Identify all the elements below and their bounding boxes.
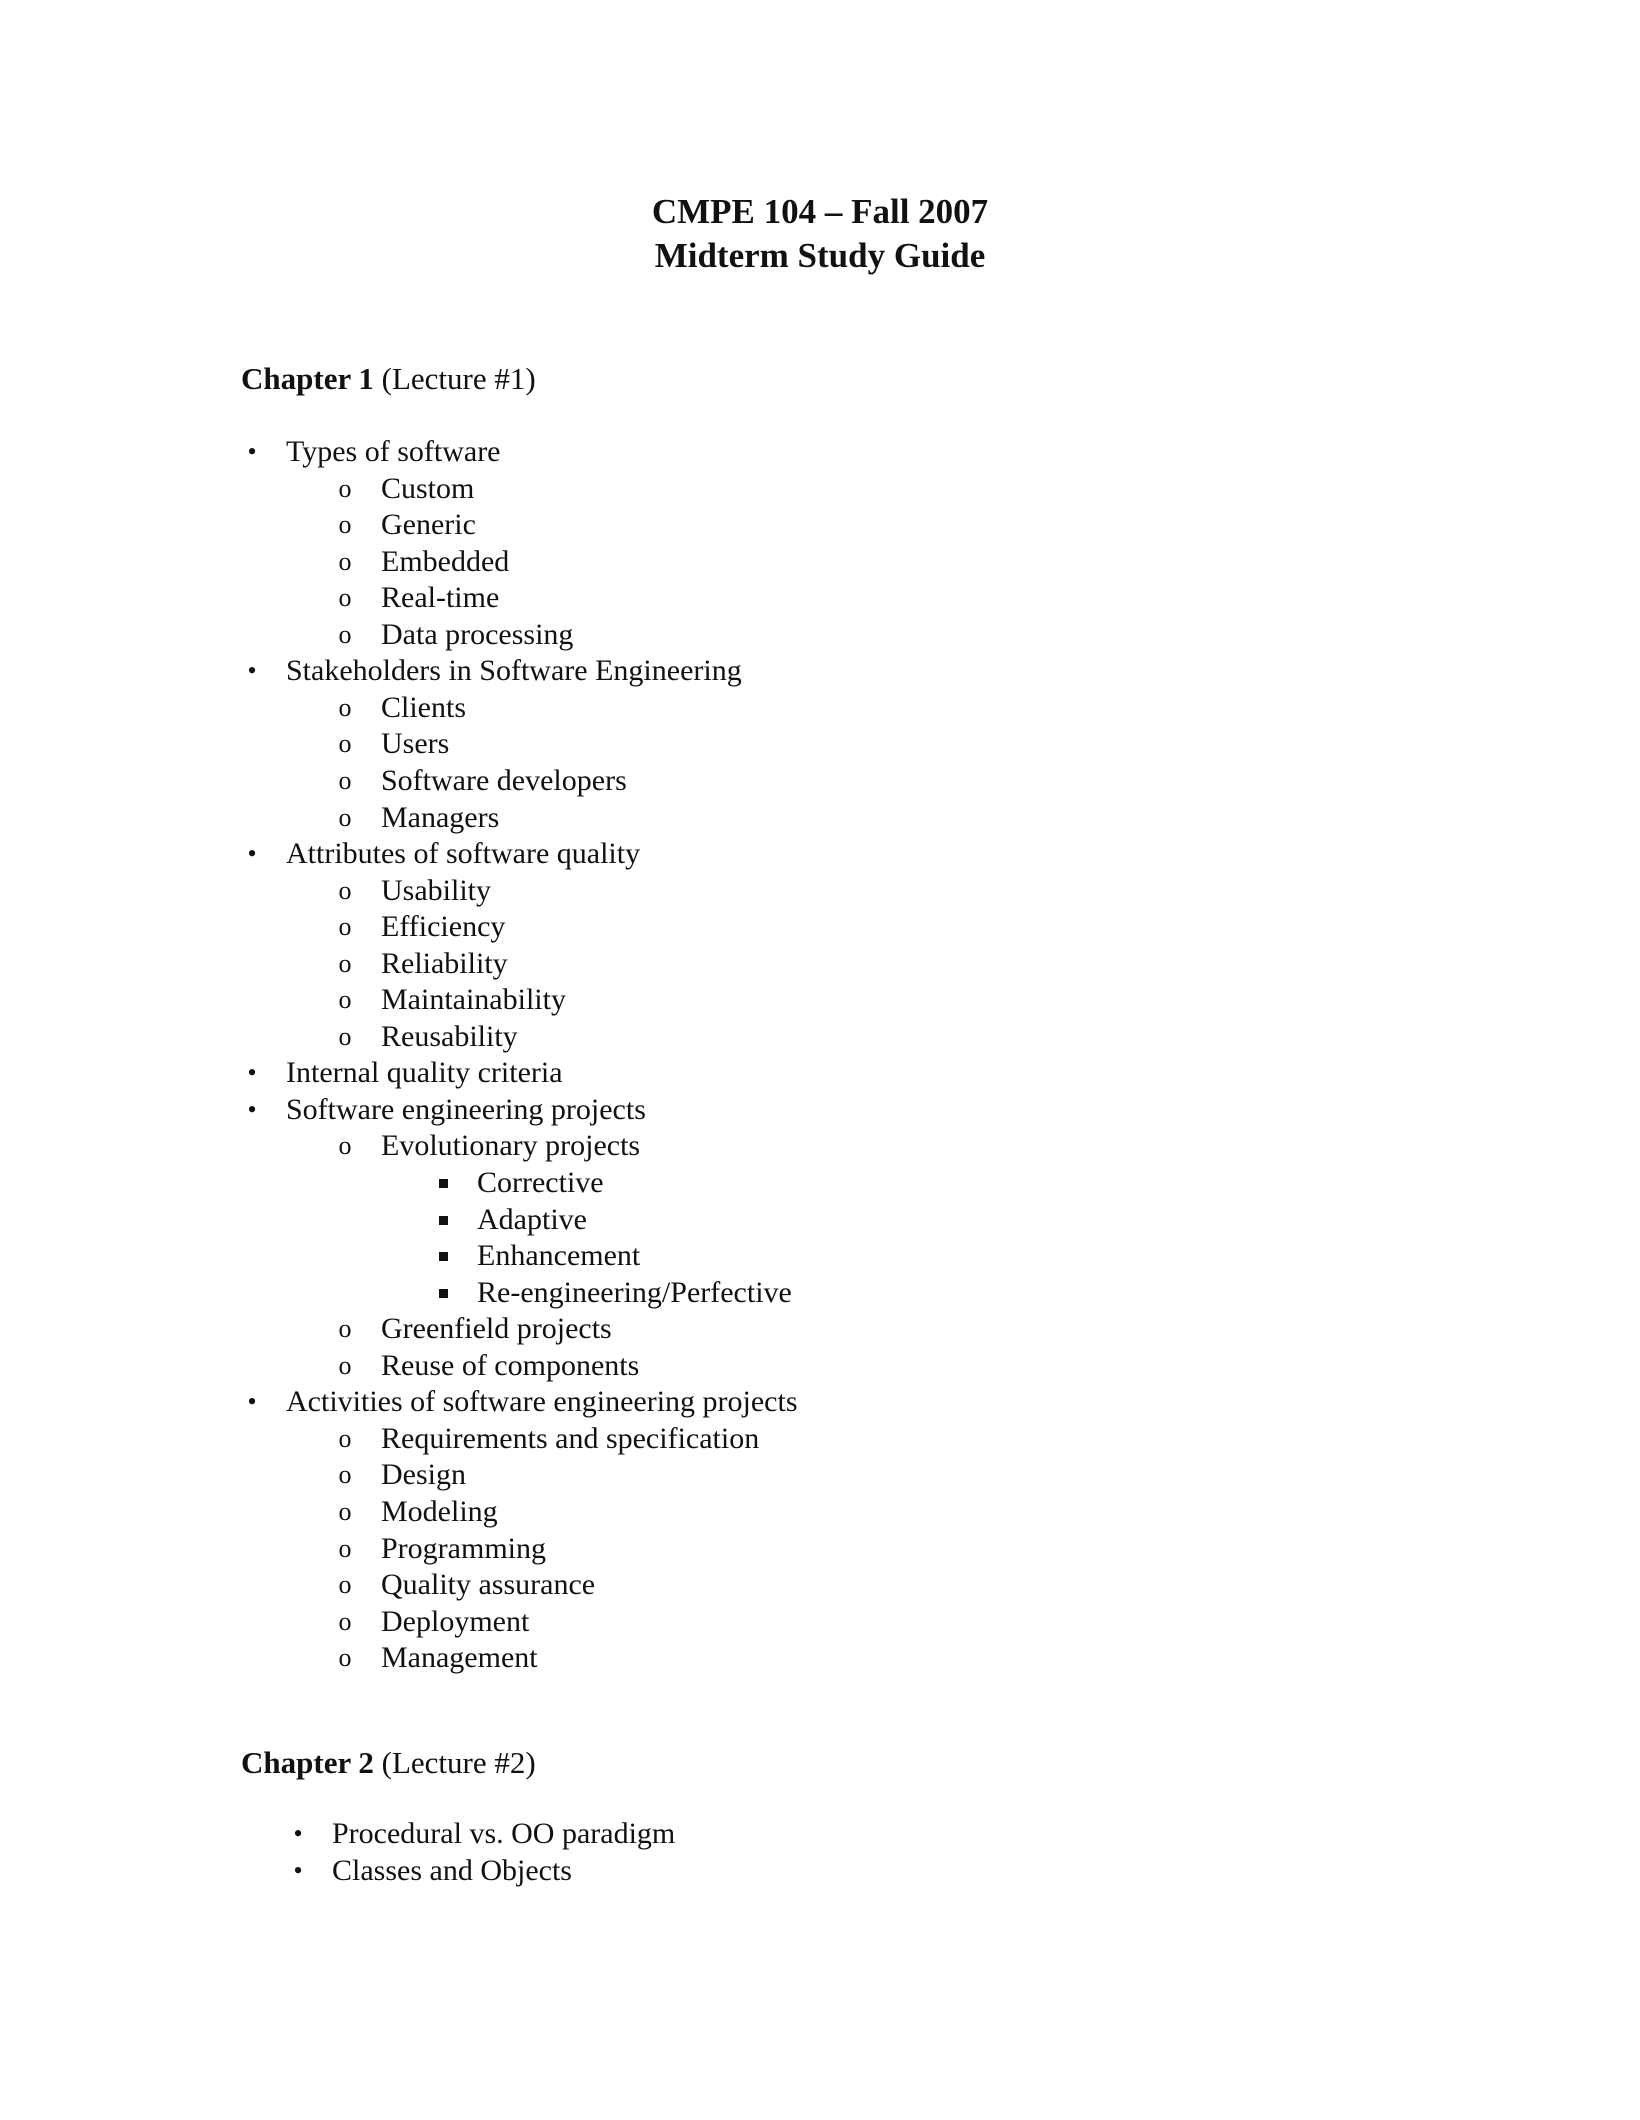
outline-item-level2: [338, 1457, 466, 1493]
hollow-bullet-icon: o: [338, 1022, 352, 1051]
outline-item-text: Types of software: [286, 435, 501, 468]
outline-item-text: Embedded: [381, 545, 510, 578]
outline-item-text: Evolutionary projects: [381, 1129, 641, 1162]
outline-item-text: Classes and Objects: [332, 1854, 572, 1887]
outline-item-level2: [338, 763, 627, 799]
chapter1-heading: [241, 360, 536, 398]
hollow-bullet-icon: o: [338, 1351, 352, 1380]
outline-item-text: Enhancement: [477, 1239, 641, 1272]
outline-item-level2: [338, 580, 500, 616]
bullet-icon: •: [293, 1819, 303, 1848]
bullet-icon: •: [247, 1058, 257, 1087]
hollow-bullet-icon: o: [338, 693, 352, 722]
outline-item-text: Programming: [381, 1532, 546, 1565]
outline-item-text: Modeling: [381, 1495, 498, 1528]
outline-item-level1: [247, 1092, 646, 1128]
hollow-bullet-icon: o: [338, 766, 352, 795]
square-bullet-shape: [439, 1179, 448, 1188]
hollow-bullet-icon: o: [338, 912, 352, 941]
chapter2-heading: [241, 1744, 536, 1782]
outline-item-level2: [338, 471, 475, 507]
hollow-bullet-icon: o: [338, 1460, 352, 1489]
outline-item-level2: [338, 1567, 596, 1603]
outline-item-text: Management: [381, 1641, 538, 1674]
outline-item-level2: [338, 982, 566, 1018]
outline-item-text: Reliability: [381, 947, 508, 980]
outline-item-level2: [338, 507, 476, 543]
outline-item-level2: [338, 946, 508, 982]
hollow-bullet-icon: o: [338, 949, 352, 978]
outline-item-text: Re-engineering/Perfective: [477, 1276, 792, 1309]
hollow-bullet-icon: o: [338, 1497, 352, 1526]
outline-item-text: Quality assurance: [381, 1568, 596, 1601]
outline-item-level2: [338, 873, 491, 909]
hollow-bullet-icon: o: [338, 474, 352, 503]
outline-item-level3: [477, 1165, 604, 1201]
hollow-bullet-icon: o: [338, 1314, 352, 1343]
hollow-bullet-icon: o: [338, 1607, 352, 1636]
outline-item-text: Design: [381, 1458, 466, 1491]
outline-item-level3: [477, 1275, 792, 1311]
outline-item-text: Procedural vs. OO paradigm: [332, 1817, 676, 1850]
outline-item-level2: [338, 909, 506, 945]
outline-item-text: Corrective: [477, 1166, 604, 1199]
hollow-bullet-icon: o: [338, 583, 352, 612]
outline-item-text: Data processing: [381, 618, 574, 651]
hollow-bullet-icon: o: [338, 876, 352, 905]
chapter1-lecture: (Lecture #1): [381, 361, 536, 396]
hollow-bullet-icon: o: [338, 1570, 352, 1599]
outline-item-level1: [247, 1055, 563, 1091]
outline-item-text: Managers: [381, 801, 500, 834]
hollow-bullet-icon: o: [338, 1131, 352, 1160]
outline-item-level2: [338, 1531, 546, 1567]
bullet-icon: •: [247, 437, 257, 466]
outline-item-level2: [338, 1494, 498, 1530]
bullet-icon: •: [247, 656, 257, 685]
hollow-bullet-icon: o: [338, 985, 352, 1014]
hollow-bullet-icon: o: [338, 1643, 352, 1672]
outline-item-level2: [338, 1640, 538, 1676]
square-bullet-shape: [439, 1252, 448, 1261]
outline-item-level2: [338, 1604, 530, 1640]
square-bullet-shape: [439, 1289, 448, 1298]
outline-item-level1: [247, 1384, 798, 1420]
outline-item-text: Internal quality criteria: [286, 1056, 563, 1089]
hollow-bullet-icon: o: [338, 547, 352, 576]
outline-item-level2: [338, 1421, 760, 1457]
bullet-icon: •: [293, 1856, 303, 1885]
chapter2-lecture: (Lecture #2): [381, 1745, 536, 1780]
outline-item-level2: [338, 690, 467, 726]
outline-item-text: Clients: [381, 691, 467, 724]
hollow-bullet-icon: o: [338, 729, 352, 758]
outline-item-level2: [338, 1348, 640, 1384]
outline-item-level1: [293, 1853, 572, 1889]
outline-item-text: Maintainability: [381, 983, 566, 1016]
outline-item-text: Custom: [381, 472, 475, 505]
outline-item-level1: [247, 434, 501, 470]
outline-item-text: Reusability: [381, 1020, 518, 1053]
outline-item-text: Greenfield projects: [381, 1312, 612, 1345]
hollow-bullet-icon: o: [338, 620, 352, 649]
outline-item-text: Efficiency: [381, 910, 506, 943]
outline-item-level1: [247, 836, 641, 872]
outline-item-text: Reuse of components: [381, 1349, 640, 1382]
bullet-icon: •: [247, 839, 257, 868]
outline-item-text: Requirements and specification: [381, 1422, 760, 1455]
chapter1-label: Chapter 1: [241, 361, 374, 396]
outline-item-text: Users: [381, 727, 450, 760]
outline-item-level2: [338, 726, 450, 762]
document-title-line2: Midterm Study Guide: [654, 236, 986, 275]
outline-item-level2: [338, 1019, 518, 1055]
square-bullet-shape: [439, 1216, 448, 1225]
outline-item-text: Stakeholders in Software Engineering: [286, 654, 742, 687]
document-title-line1: CMPE 104 – Fall 2007: [651, 192, 989, 231]
outline-item-text: Software developers: [381, 764, 627, 797]
outline-item-level2: [338, 617, 574, 653]
outline-item-text: Deployment: [381, 1605, 530, 1638]
outline-item-text: Attributes of software quality: [286, 837, 641, 870]
outline-item-level3: [477, 1202, 587, 1238]
outline-item-level2: [338, 800, 500, 836]
bullet-icon: •: [247, 1095, 257, 1124]
hollow-bullet-icon: o: [338, 510, 352, 539]
hollow-bullet-icon: o: [338, 803, 352, 832]
outline-item-level2: [338, 1128, 641, 1164]
outline-item-text: Activities of software engineering projects: [286, 1385, 798, 1418]
outline-item-text: Real-time: [381, 581, 500, 614]
outline-item-level2: [338, 544, 510, 580]
outline-item-level3: [477, 1238, 640, 1274]
hollow-bullet-icon: o: [338, 1424, 352, 1453]
bullet-icon: •: [247, 1387, 257, 1416]
outline-item-text: Software engineering projects: [286, 1093, 646, 1126]
outline-item-level1: [247, 653, 742, 689]
chapter2-label: Chapter 2: [241, 1745, 374, 1780]
outline-item-level2: [338, 1311, 612, 1347]
outline-item-text: Adaptive: [477, 1203, 587, 1236]
outline-item-text: Generic: [381, 508, 476, 541]
outline-item-text: Usability: [381, 874, 491, 907]
outline-item-level1: [293, 1816, 676, 1852]
hollow-bullet-icon: o: [338, 1534, 352, 1563]
